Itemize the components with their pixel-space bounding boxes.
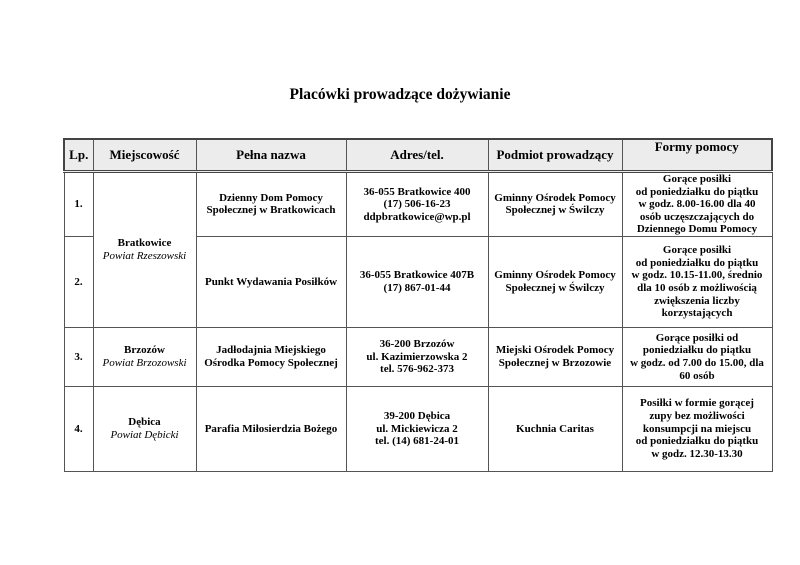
cell-name: Parafia Miłosierdzia Bożego: [196, 386, 346, 471]
cell-operator: Kuchnia Caritas: [488, 386, 622, 471]
cell-address: 36-055 Bratkowice 407B (17) 867-01-44: [346, 236, 488, 327]
page-title: Placówki prowadzące dożywianie: [289, 86, 511, 103]
header-operator: Podmiot prowadzący: [488, 139, 622, 172]
cell-lp: 1.: [64, 172, 93, 237]
town-powiat: Powiat Brzozowski: [102, 356, 187, 369]
cell-town: [93, 172, 196, 328]
cell-forms: Gorące posiłki od poniedziałku do piątku w godz. 10.15-11.00, średnio dla 10 osób z możliwością zwiększenia liczby korzystających: [622, 236, 772, 327]
town-name: Bratkowice: [117, 237, 172, 250]
cell-forms: Gorące posiłki od poniedziałku do piątku w godz. od 7.00 do 15.00, dla 60 osób: [622, 327, 772, 386]
facilities-table: [63, 138, 773, 472]
header-row: [64, 139, 772, 172]
cell-name: Punkt Wydawania Posiłków: [196, 236, 346, 327]
cell-operator: Miejski Ośrodek Pomocy Społecznej w Brzozowie: [488, 327, 622, 386]
cell-name: Dzienny Dom Pomocy Społecznej w Bratkowicach: [196, 172, 346, 237]
cell-lp: 4.: [64, 386, 93, 471]
header-town: Miejscowość: [93, 139, 196, 172]
cell-town: [93, 327, 196, 386]
cell-forms: Posiłki w formie gorącej zupy bez możliwości konsumpcji na miejscu od poniedziałku do piątku w godz. 12.30-13.30: [622, 386, 772, 471]
header-forms: Formy pomocy: [622, 139, 772, 172]
table-row: [64, 386, 772, 471]
cell-forms: Gorące posiłki od poniedziałku do piątku w godz. 8.00-16.00 dla 40 osób uczęszczających do Dziennego Domu Pomocy: [622, 172, 772, 237]
table-row: [64, 172, 772, 237]
town-powiat: Powiat Dębicki: [110, 428, 179, 441]
cell-address: 36-055 Bratkowice 400 (17) 506-16-23 ddpbratkowice@wp.pl: [346, 172, 488, 237]
cell-name: Jadłodajnia Miejskiego Ośrodka Pomocy Społecznej: [196, 327, 346, 386]
cell-operator: Gminny Ośrodek Pomocy Społecznej w Świlczy: [488, 172, 622, 237]
header-name: Pełna nazwa: [196, 139, 346, 172]
header-lp: Lp.: [64, 139, 93, 172]
cell-address: 36-200 Brzozów ul. Kazimierzowska 2 tel. 576-962-373: [346, 327, 488, 386]
cell-lp: 3.: [64, 327, 93, 386]
town-name: Dębica: [128, 416, 161, 429]
cell-town: [93, 386, 196, 471]
header-address: Adres/tel.: [346, 139, 488, 172]
town-powiat: Powiat Rzeszowski: [102, 249, 187, 262]
cell-lp: 2.: [64, 236, 93, 327]
table-row: [64, 327, 772, 386]
cell-operator: Gminny Ośrodek Pomocy Społecznej w Świlczy: [488, 236, 622, 327]
town-name: Brzozów: [124, 344, 165, 357]
cell-address: 39-200 Dębica ul. Mickiewicza 2 tel. (14) 681-24-01: [346, 386, 488, 471]
